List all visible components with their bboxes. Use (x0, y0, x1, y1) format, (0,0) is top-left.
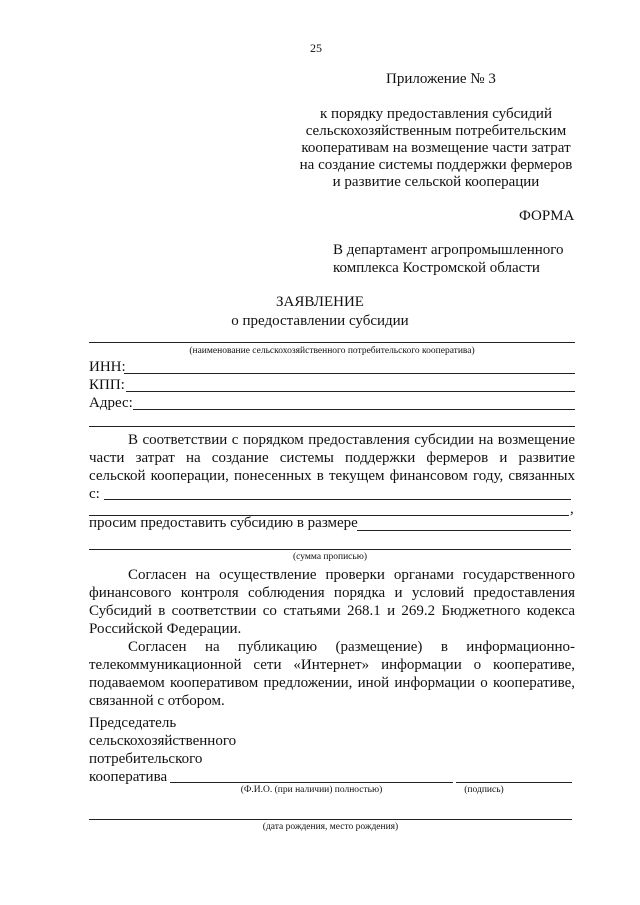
consent2-line: Согласен на публикацию (размещение) в информационно- (128, 639, 575, 655)
comma: , (570, 501, 574, 517)
sign-caption: (подпись) (464, 785, 504, 795)
document-subtitle: о предоставлении субсидии (231, 313, 409, 329)
page-number: 25 (310, 41, 322, 55)
consent1-line: финансового контроля соблюдения порядка и условий предоставления (89, 585, 575, 601)
birth-field[interactable] (89, 819, 572, 820)
sum-in-words-field[interactable] (89, 549, 571, 550)
request-text: просим предоставить субсидию в размере (89, 515, 358, 531)
fio-caption: (Ф.И.О. (при наличии) полностью) (240, 785, 383, 795)
para1-line: части затрат на создание системы поддержки фермеров и развитие (89, 450, 575, 466)
document-title: ЗАЯВЛЕНИЕ (276, 294, 364, 310)
signature-line: кооператива (89, 769, 168, 785)
para1-line: сельской кооперации, понесенных в текущем финансовом году, связанных (89, 468, 575, 484)
consent2-line: подаваемом кооперативом предложении, иной информации о кооперативе, (89, 675, 575, 691)
birth-caption: (дата рождения, место рождения) (262, 822, 399, 832)
consent1-line: Согласен на осуществление проверки органами государственного (128, 567, 575, 583)
fio-field[interactable] (170, 782, 453, 783)
appendix-title: Приложение № 3 (386, 71, 496, 87)
addressee-line: комплекса Костромской области (333, 260, 540, 276)
signature-line: сельскохозяйственного (89, 733, 237, 749)
signature-line: Председатель (89, 715, 177, 731)
para1-line: с: (89, 486, 100, 502)
appendix-line: и развитие сельской кооперации (332, 174, 540, 190)
cooperative-name-caption: (наименование сельскохозяйственного потребительского кооператива) (189, 346, 475, 356)
sum-caption: (сумма прописью) (293, 552, 367, 562)
address-field-extra[interactable] (89, 426, 575, 427)
expenses-field[interactable] (104, 499, 571, 500)
address-label: Адрес: (89, 395, 133, 411)
subsidy-amount-field[interactable] (357, 530, 571, 531)
consent2-line: связанной с отбором. (89, 693, 225, 709)
consent2-line: телекоммуникационной сети «Интернет» информации о кооперативе, (89, 657, 575, 673)
form-label: ФОРМА (519, 208, 575, 224)
consent1-line: Российской Федерации. (89, 621, 242, 637)
para1-line: В соответствии с порядком предоставления субсидии на возмещение (128, 432, 575, 448)
inn-label: ИНН: (89, 359, 126, 375)
address-field[interactable] (133, 409, 575, 410)
appendix-line: к порядку предоставления субсидий (320, 106, 552, 122)
inn-field[interactable] (124, 373, 575, 374)
signature-line: потребительского (89, 751, 203, 767)
kpp-field[interactable] (126, 391, 575, 392)
signature-field[interactable] (456, 782, 572, 783)
appendix-line: сельскохозяйственным потребительским (305, 123, 567, 139)
cooperative-name-line[interactable] (89, 342, 575, 343)
addressee-line: В департамент агропромышленного (333, 242, 564, 258)
appendix-line: кооперативам на возмещение части затрат (301, 140, 571, 156)
kpp-label: КПП: (89, 377, 125, 393)
appendix-line: на создание системы поддержки фермеров (299, 157, 573, 173)
consent1-line: Субсидий в соответствии со статьями 268.1 и 269.2 Бюджетного кодекса (89, 603, 575, 619)
